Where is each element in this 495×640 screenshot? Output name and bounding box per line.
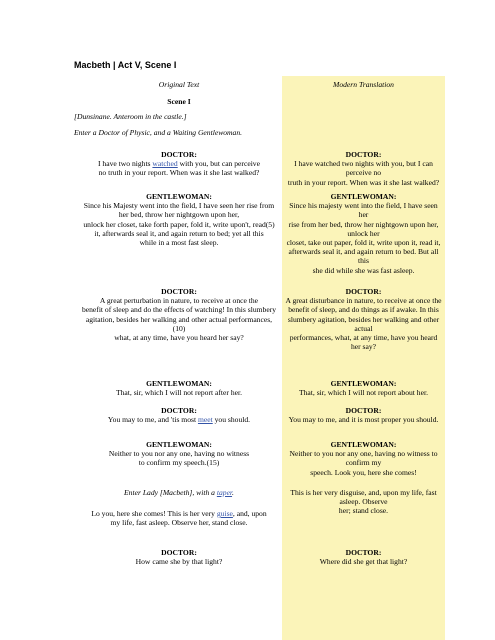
speaker-label: DOCTOR:: [345, 150, 382, 159]
original-column-header: Original Text: [158, 80, 200, 89]
speech-text: Since his Majesty went into the field, I have seen her rise from her bed, throw her nightgown upon her,: [83, 201, 275, 220]
speaker-label: GENTLEWOMAN:: [330, 440, 397, 449]
modern-speech-7: [282, 488, 445, 516]
speech-text: , and, upon: [232, 509, 267, 518]
modern-speech-5: [282, 406, 445, 424]
speech-text: Neither to you nor any one, having no witness: [108, 449, 250, 459]
speaker-label: DOCTOR:: [345, 406, 382, 415]
speech-text: with you, but can perceive: [177, 159, 260, 169]
speaker-label: GENTLEWOMAN:: [146, 192, 212, 201]
speech-text: slumbery agitation, besides her walking and other actual: [287, 314, 440, 333]
modern-speech-1: [282, 150, 445, 187]
original-speech-3: [74, 287, 284, 342]
speaker-label: DOCTOR:: [161, 287, 197, 296]
gloss-link-meet[interactable]: meet: [197, 415, 213, 425]
speech-text: A great perturbation in nature, to receive at once the: [99, 296, 259, 306]
speech-text: You may to me, and it is most proper you should.: [288, 415, 439, 425]
speech-text: You may to me, and 'tis most: [107, 415, 198, 425]
speech-text: benefit of sleep, and do things as if awake. In this: [288, 305, 439, 315]
gloss-link-taper[interactable]: taper: [216, 488, 233, 497]
stage-text: Enter Lady [Macbeth], with a: [124, 488, 217, 497]
speech-text: you should.: [212, 415, 251, 425]
speaker-label: GENTLEWOMAN:: [330, 192, 397, 201]
modern-speech-6: [282, 440, 445, 477]
speech-text: speech. Look you, here she comes!: [310, 467, 417, 477]
stage-entry: Enter a Doctor of Physic, and a Waiting Gentlewoman.: [74, 127, 243, 137]
speech-text: no truth in your report. When was it she last walked?: [98, 168, 260, 178]
modern-column-header: Modern Translation: [333, 80, 394, 89]
modern-translation-column: [282, 76, 445, 640]
speaker-label: DOCTOR:: [161, 406, 197, 415]
speech-text: Lo you, here she comes! This is her very: [91, 509, 217, 518]
speaker-label: DOCTOR:: [161, 548, 197, 557]
speech-text: I have watched two nights with you, but I can perceive no: [294, 159, 433, 178]
speech-text: closet, take out paper, fold it, write upon it, read it,: [286, 238, 441, 248]
original-text-column: [74, 80, 284, 567]
speech-text: her; stand close.: [338, 506, 389, 516]
gloss-link-guise[interactable]: guise: [216, 509, 233, 518]
speech-text: unlock her closet, take forth paper, fold it, write upon't, read(5): [83, 219, 275, 229]
speech-text: while in a most fast sleep.: [139, 238, 219, 248]
speech-text: my life, fast asleep. Observe her, stand close.: [110, 518, 248, 528]
speech-text: How came she by that light?: [135, 557, 223, 567]
speaker-label: DOCTOR:: [345, 548, 382, 557]
speech-text: afterwards seal it, and again return to bed. But all this: [288, 247, 439, 266]
speech-text: she did while she was fast asleep.: [312, 265, 415, 275]
original-speech-6: [74, 440, 284, 468]
speech-text: agitation, besides her walking and other actual performances,(10): [85, 314, 273, 333]
modern-speech-2: [282, 192, 445, 275]
speech-text: to confirm my speech.(15): [138, 458, 220, 468]
gloss-link-watched[interactable]: watched: [152, 159, 178, 169]
speech-text: it, afterwards seal it, and again return to bed; yet all this: [94, 228, 264, 238]
original-speech-7: [74, 509, 284, 527]
modern-speech-4: [282, 379, 445, 397]
stage-direction-enter-lady: [74, 488, 284, 497]
speaker-label: GENTLEWOMAN:: [330, 379, 397, 388]
original-speech-4: [74, 379, 284, 397]
original-speech-5: [74, 406, 284, 424]
speech-text: That, sir, which I will not report after her.: [115, 388, 242, 398]
speech-text: Since his majesty went into the field, I have seen her: [289, 201, 438, 220]
speech-text: benefit of sleep and do the effects of watching! In this slumbery: [81, 305, 277, 315]
speech-text: Where did she get that light?: [319, 557, 408, 567]
speech-text: A great disturbance in nature, to receive at once the: [285, 296, 442, 306]
speech-text: truth in your report. When was it she last walked?: [287, 177, 440, 187]
scene-heading: Scene I: [167, 97, 191, 107]
original-speech-8: [74, 548, 284, 566]
modern-speech-8: [282, 548, 445, 566]
speech-text: I have two nights: [98, 159, 153, 169]
original-speech-1: [74, 150, 284, 178]
speech-text: Neither to you nor any one, having no witness to confirm my: [289, 449, 438, 468]
speaker-label: DOCTOR:: [161, 150, 197, 159]
document-title: Macbeth | Act V, Scene I: [74, 60, 177, 70]
speaker-label: GENTLEWOMAN:: [146, 379, 212, 388]
modern-speech-3: [282, 287, 445, 351]
stage-text: .: [232, 488, 234, 497]
speech-text: This is her very disguise, and, upon my life, fast asleep. Observe: [290, 488, 437, 507]
speech-text: what, at any time, have you heard her say?: [114, 333, 244, 343]
speech-text: performances, what, at any time, have you heard her say?: [289, 333, 438, 352]
speech-text: rise from her bed, throw her nightgown upon her, unlock her: [288, 219, 439, 238]
original-speech-2: [74, 192, 284, 247]
speech-text: That, sir, which I will not report about her.: [299, 388, 428, 398]
speaker-label: GENTLEWOMAN:: [146, 440, 212, 449]
speaker-label: DOCTOR:: [345, 287, 382, 296]
stage-location: [Dunsinane. Anteroom in the castle.]: [74, 112, 187, 122]
